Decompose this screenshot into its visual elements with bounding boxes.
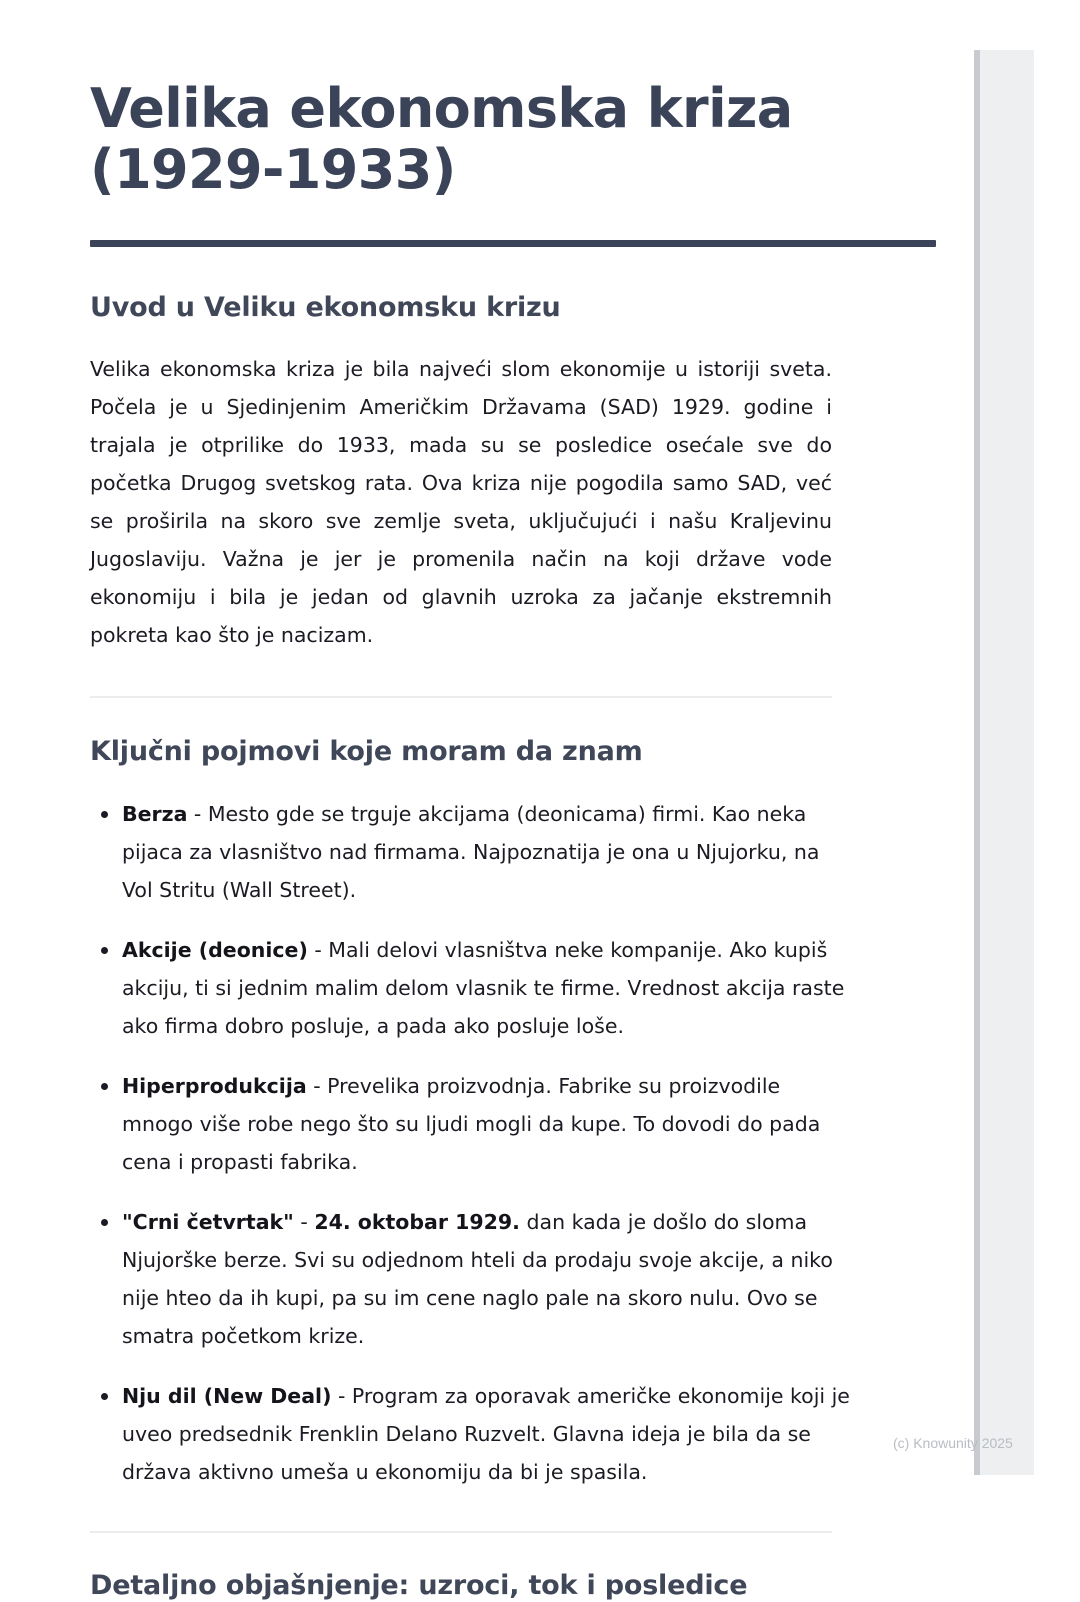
bullet-dot-icon xyxy=(101,947,108,954)
term-dash: - xyxy=(331,1383,352,1408)
term-dash: - xyxy=(307,937,329,962)
list-item xyxy=(90,795,850,909)
term-name: Hiperprodukcija xyxy=(122,1073,307,1098)
term-definition: Mesto gde se trguje akcijama (deonicama) firmi. Kao neka pijaca za vlasništvo nad firmama. Najpoznatija je ona u Njujorku, na Vol Stritu (Wall Street). xyxy=(122,801,820,902)
term-dash: - xyxy=(293,1209,315,1234)
bullet-dot-icon xyxy=(101,1083,108,1090)
key-terms-list xyxy=(90,769,850,1491)
term-emphasis: 24. oktobar 1929. xyxy=(314,1209,520,1234)
bullet-dot-icon xyxy=(101,1219,108,1226)
section-heading-key-terms: Ključni pojmovi koje moram da znam xyxy=(90,735,643,767)
term-definition: Program za oporavak američke ekonomije koji je uveo predsednik Frenklin Delano Ruzvelt. Glavna ideja je bila da se država aktivno umeša u ekonomiju da bi je spasila. xyxy=(122,1383,850,1484)
bullet-dot-icon xyxy=(101,1393,108,1400)
term-definition: Prevelika proizvodnja. Fabrike su proizvodile mnogo više robe nego što su ljudi mogli da kupe. To dovodi do pada cena i propasti fabrika. xyxy=(122,1073,821,1174)
section-heading-detailed-explanation: Detaljno objašnjenje: uzroci, tok i posledice xyxy=(90,1569,748,1601)
term-name: Nju dil (New Deal) xyxy=(122,1383,332,1408)
list-item xyxy=(90,1203,850,1355)
title-divider xyxy=(90,240,936,247)
bullet-dot-icon xyxy=(101,811,108,818)
section-heading-intro: Uvod u Veliku ekonomsku krizu xyxy=(90,292,561,324)
term-definition: dan kada je došlo do sloma Njujorške berze. Svi su odjednom hteli da prodaju svoje akcije, a niko nije hteo da ih kupi, pa su im cene naglo pale na skoro nulu. Ovo se smatra početkom krize. xyxy=(122,1209,833,1348)
list-item xyxy=(90,1377,850,1491)
term-dash: - xyxy=(306,1073,328,1098)
page-title: Velika ekonomska kriza (1929-1933) xyxy=(90,77,793,202)
term-name: "Crni četvrtak" xyxy=(122,1209,294,1234)
term-name: Berza xyxy=(122,801,188,826)
intro-paragraph: Velika ekonomska kriza je bila najveći slom ekonomije u istoriji sveta. Počela je u Sjedinjenim Američkim Državama (SAD) 1929. godine i trajala je otprilike do 1933, mada su se posledice osećale sve do početka Drugog svetskog rata. Ova kriza nije pogodila samo SAD, već se proširila na skoro sve zemlje sveta, uključujući i našu Kraljevinu Jugoslaviju. Važna je jer je promenila način na koji države vode ekonomiju i bila je jedan od glavnih uzroka za jačanje ekstremnih pokreta kao što je nacizam. xyxy=(90,356,832,647)
page-gutter xyxy=(980,50,1034,1475)
term-definition: Mali delovi vlasništva neke kompanije. Ako kupiš akciju, ti si jednim malim delom vlasnik te firme. Vrednost akcija raste ako firma dobro posluje, a pada ako posluje loše. xyxy=(122,937,845,1038)
list-item xyxy=(90,931,850,1045)
term-dash: - xyxy=(187,801,208,826)
term-name: Akcije (deonice) xyxy=(122,937,308,962)
list-item xyxy=(90,1067,850,1181)
watermark: (c) Knowunity 2025 xyxy=(893,1435,1013,1451)
